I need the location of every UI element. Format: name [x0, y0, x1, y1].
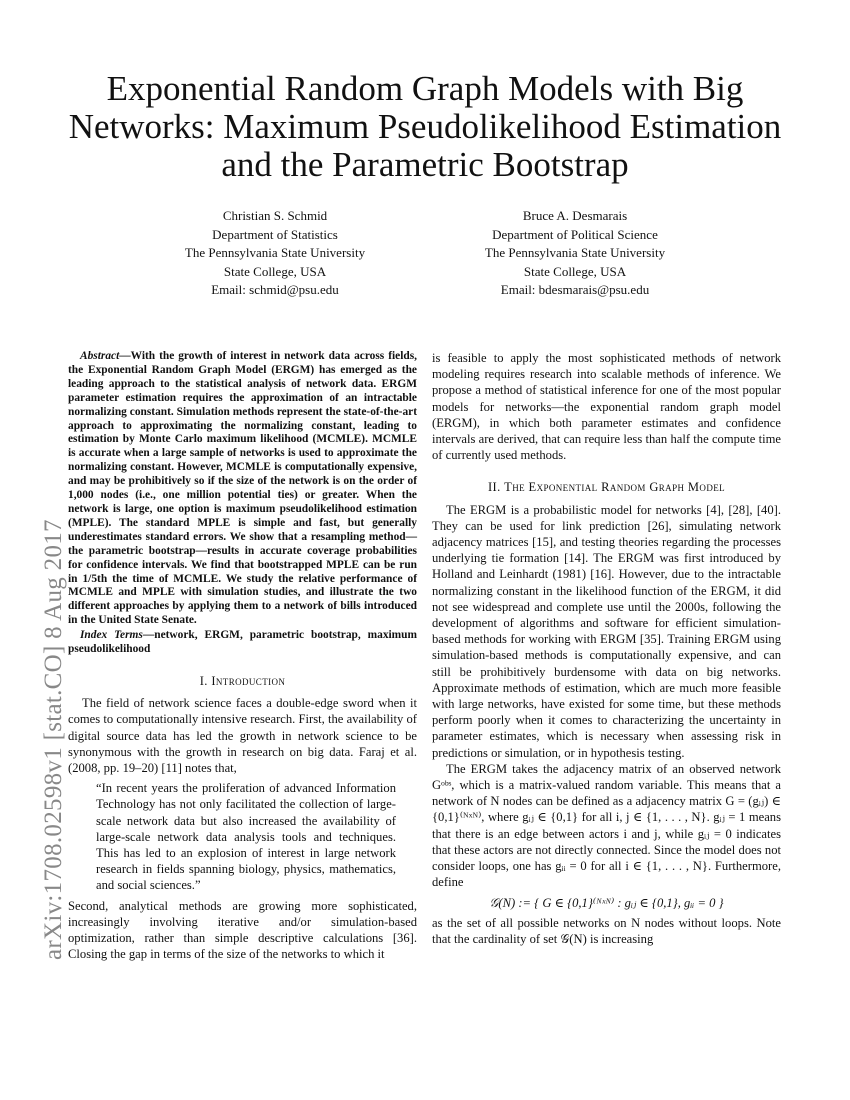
author-city: State College, USA	[523, 263, 627, 279]
abstract	[68, 350, 417, 628]
section-number: II.	[487, 480, 505, 495]
left-column	[68, 350, 417, 962]
title-line-2: Networks: Maximum Pseudolikelihood Estimation	[68, 107, 782, 146]
author-block-2	[470, 207, 680, 300]
intro-paragraph-1: The field of network science faces a double-edge sword when it comes to computationally intensive research. First, the availability of digital source data has led the growth in network science to be synonymous with the growth in research on big data. Faraj et al. (2008, pp. 19–20) [11] notes that,	[68, 696, 417, 775]
title-line-1: Exponential Random Graph Models with Big	[106, 69, 744, 108]
author-email: Email: schmid@psu.edu	[211, 282, 339, 297]
section-heading-ergm	[432, 479, 781, 495]
ergm-paragraph-1: The ERGM is a probabilistic model for networks [4], [28], [40]. They can be used for link prediction [26], simulating network adjacency matrices [15], and testing theories regarding the processes underlying tie formation [14]. The ERGM was first introduced by Holland and Leinhardt (1981) [16]. However, due to the intractable normalizing constant in the likelihood function of the ERGM, it did not see widespread and complete use until the 2000s, following the development of algorithms and software for efficient simulation-based methods for working with ERGM [35]. Training ERGM using simulation-based methods is computationally expensive, and can still be prohibitively burdensome with data on big networks. Approximate methods of estimation, which are much more feasible with large networks, have existed for some time, but these methods perform poorly when it comes to characterizing the uncertainty in parameter estimates, which is necessary when assessing risk in predictions or simulation, or in hypothesis testing.	[432, 502, 781, 760]
ergm-paragraph-2: The ERGM takes the adjacency matrix of an observed network Gᵒᵇˢ, which is a matrix-valued random variable. This means that a network of N nodes can be defined as a adjacency matrix G = (gᵢⱼ) ∈ {0,1}⁽ᴺˣᴺ⁾, where gᵢⱼ ∈ {0,1} for all i, j ∈ {1, . . . , N}. gᵢⱼ = 1 means that there is an edge between actors i and j, while gᵢⱼ = 0 indicates that these actors are not directly connected. Since the model does not consider loops, one has gᵢᵢ = 0 for all i ∈ {1, . . . , N}. Furthermore, define	[432, 761, 781, 890]
section-number: I.	[199, 673, 212, 688]
author-name: Christian S. Schmid	[222, 208, 328, 223]
intro-paragraph-2: Second, analytical methods are growing more sophisticated, increasingly involving iterative and/or simulation-based optimization, rather than simple descriptive calculations [36]. Closing the gap in terms of the size of the networks to which it	[68, 898, 417, 962]
title-line-3: and the Parametric Bootstrap	[221, 145, 629, 184]
author-department: Department of Statistics	[212, 226, 338, 242]
paper-title	[60, 70, 790, 184]
author-university: The Pennsylvania State University	[184, 245, 366, 260]
arxiv-stamp: arXiv:1708.02598v1 [stat.CO] 8 Aug 2017	[40, 519, 67, 960]
index-terms	[68, 629, 417, 657]
index-terms-label: Index Terms	[80, 629, 143, 642]
abstract-label: Abstract	[80, 350, 120, 362]
author-email: Email: bdesmarais@psu.edu	[500, 282, 650, 297]
section-title: The Exponential Random Graph Model	[504, 480, 726, 495]
section-title: Introduction	[211, 673, 286, 688]
ergm-paragraph-3: as the set of all possible networks on N nodes without loops. Note that the cardinality of set 𝒢(N) is increasing	[432, 915, 781, 946]
equation-network-set: 𝒢(N) := { G ∈ {0,1}⁽ᴺˣᴺ⁾ : gᵢⱼ ∈ {0,1}, gᵢᵢ = 0 }	[489, 895, 724, 910]
index-terms-text: —network, ERGM, parametric bootstrap, maximum pseudolikelihood	[68, 629, 417, 656]
author-department: Department of Political Science	[492, 226, 658, 242]
author-city: State College, USA	[223, 263, 327, 279]
section-heading-introduction	[68, 673, 417, 689]
abstract-text: —With the growth of interest in network data across fields, the Exponential Random Graph Model (ERGM) has emerged as the leading approach to the statistical analysis of network data. ERGM parameter estimation requires the approximation of an intractable normalizing constant. Simulation methods represent the state-of-the-art approach to approximating the normalizing constant, leading to estimation by Monte Carlo maximum likelihood (MCMLE). MCMLE is accurate when a large sample of networks is used to approximate the normalizing constant. However, MCMLE is computationally expensive, and may be prohibitively so if the size of the network is on the order of 1,000 nodes (i.e., one million potential ties) or greater. When the network is large, one option is maximum pseudolikelihood estimation (MPLE). The standard MPLE is simple and fast, but generally underestimates standard errors. We show that a resampling method—the parametric bootstrap—results in accurate coverage probabilities for confidence intervals. We find that bootstrapped MPLE can be run in 1/5th the time of MCMLE. We study the relative performance of MCMLE and MPLE with simulation studies, and illustrate the two different approaches by applying them to a network of bills introduced in the United State Senate.	[68, 350, 417, 627]
right-paragraph-1: is feasible to apply the most sophisticated methods of network modeling requires research into scalable methods of inference. We propose a method of statistical inference for one of the most popular models for networks—the exponential random graph model (ERGM), in which both parameter estimates and confidence intervals are derived, that can require less than half the compute time of currently used methods.	[432, 351, 781, 463]
block-quote: “In recent years the proliferation of advanced Information Technology has not only facilitated the collection of large-scale network data but also increased the availability of large-scale network data analysis tools and techniques. This has led to an explosion of interest in large network research in fields spanning biology, physics, mathematics, and social sciences.”	[96, 781, 396, 893]
author-name: Bruce A. Desmarais	[522, 208, 628, 223]
right-column	[432, 350, 781, 947]
author-university: The Pennsylvania State University	[484, 245, 666, 260]
author-block-1	[170, 207, 380, 300]
